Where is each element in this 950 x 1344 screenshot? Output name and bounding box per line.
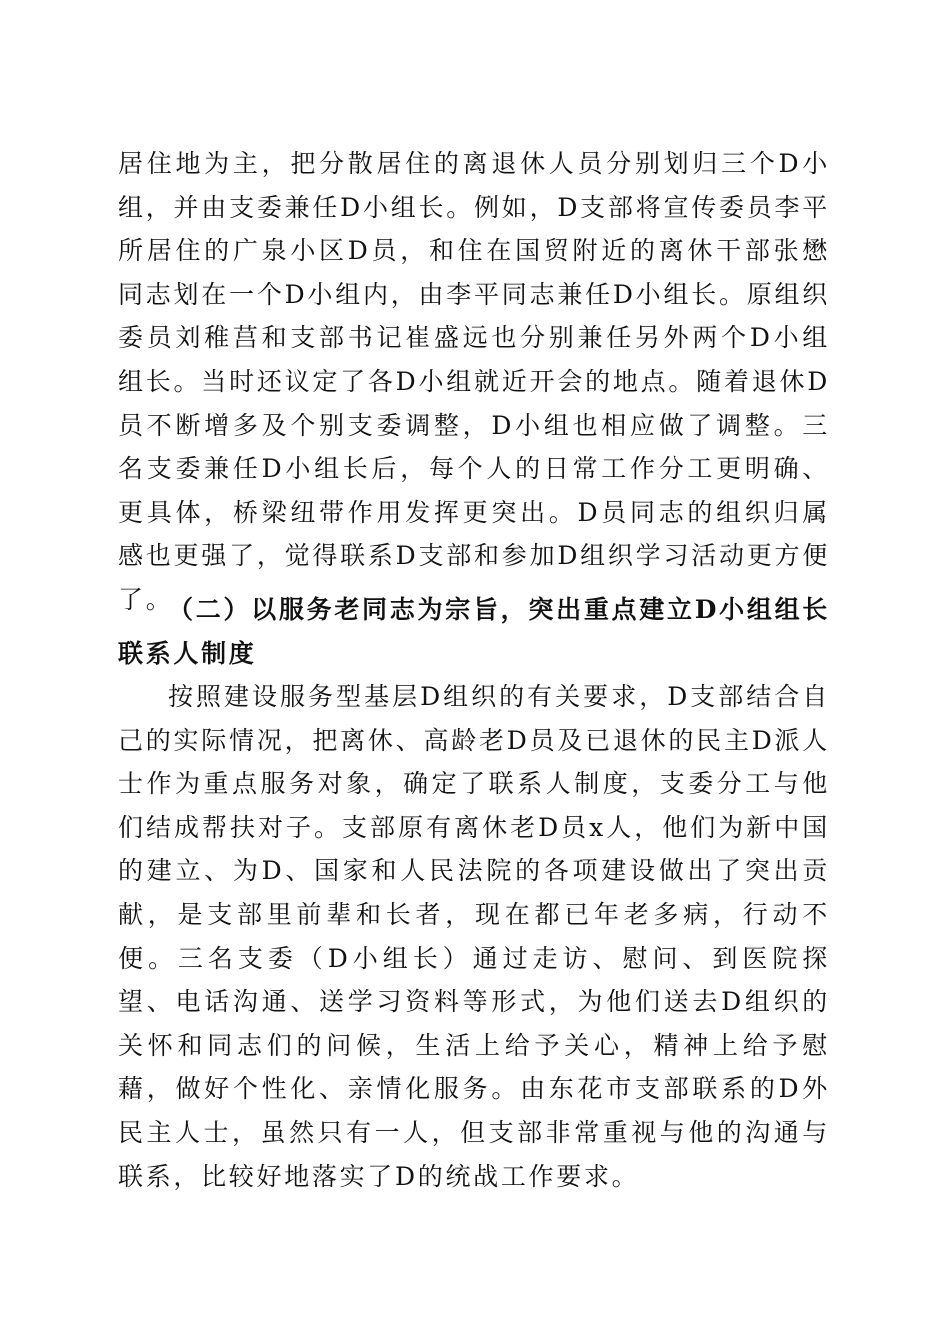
body-paragraph xyxy=(118,675,830,1198)
section-heading-text: （二）以服务老同志为宗旨，突出重点建立D小组组长联系人制度 xyxy=(118,595,830,668)
body-paragraph-continued xyxy=(118,142,830,622)
paragraph-text: 居住地为主，把分散居住的离退休人员分别划归三个D小组，并由支委兼任D小组长。例如，D支部将宣传委员李平所居住的广泉小区D员，和住在国贸附近的离休干部张懋同志划在一个D小组内，由李平同志兼任D小组长。原组织委员刘稚莒和支部书记崔盛远也分别兼任另外两个D小组组长。当时还议定了各D小组就近开会的地点。随着退休D员不断增多及个别支委调整，D小组也相应做了调整。三名支委兼任D小组长后，每个人的日常工作分工更明确、更具体，桥梁纽带作用发挥更突出。D员同志的组织归属感也更强了，觉得联系D支部和参加D组织学习活动更方便了。 xyxy=(118,149,830,614)
section-heading xyxy=(118,588,830,675)
paragraph-text: 按照建设服务型基层D组织的有关要求，D支部结合自己的实际情况，把离休、高龄老D员及已退休的民主D派人士作为重点服务对象，确定了联系人制度，支委分工与他们结成帮扶对子。支部原有离休老D员x人，他们为新中国的建立、为D、国家和人民法院的各项建设做出了突出贡献，是支部里前辈和长者，现在都已年老多病，行动不便。三名支委（D小组长）通过走访、慰问、到医院探望、电话沟通、送学习资料等形式，为他们送去D组织的关怀和同志们的问候，生活上给予关心，精神上给予慰藉，做好个性化、亲情化服务。由东花市支部联系的D外民主人士，虽然只有一人，但支部非常重视与他的沟通与联系，比较好地落实了D的统战工作要求。 xyxy=(118,682,830,1191)
